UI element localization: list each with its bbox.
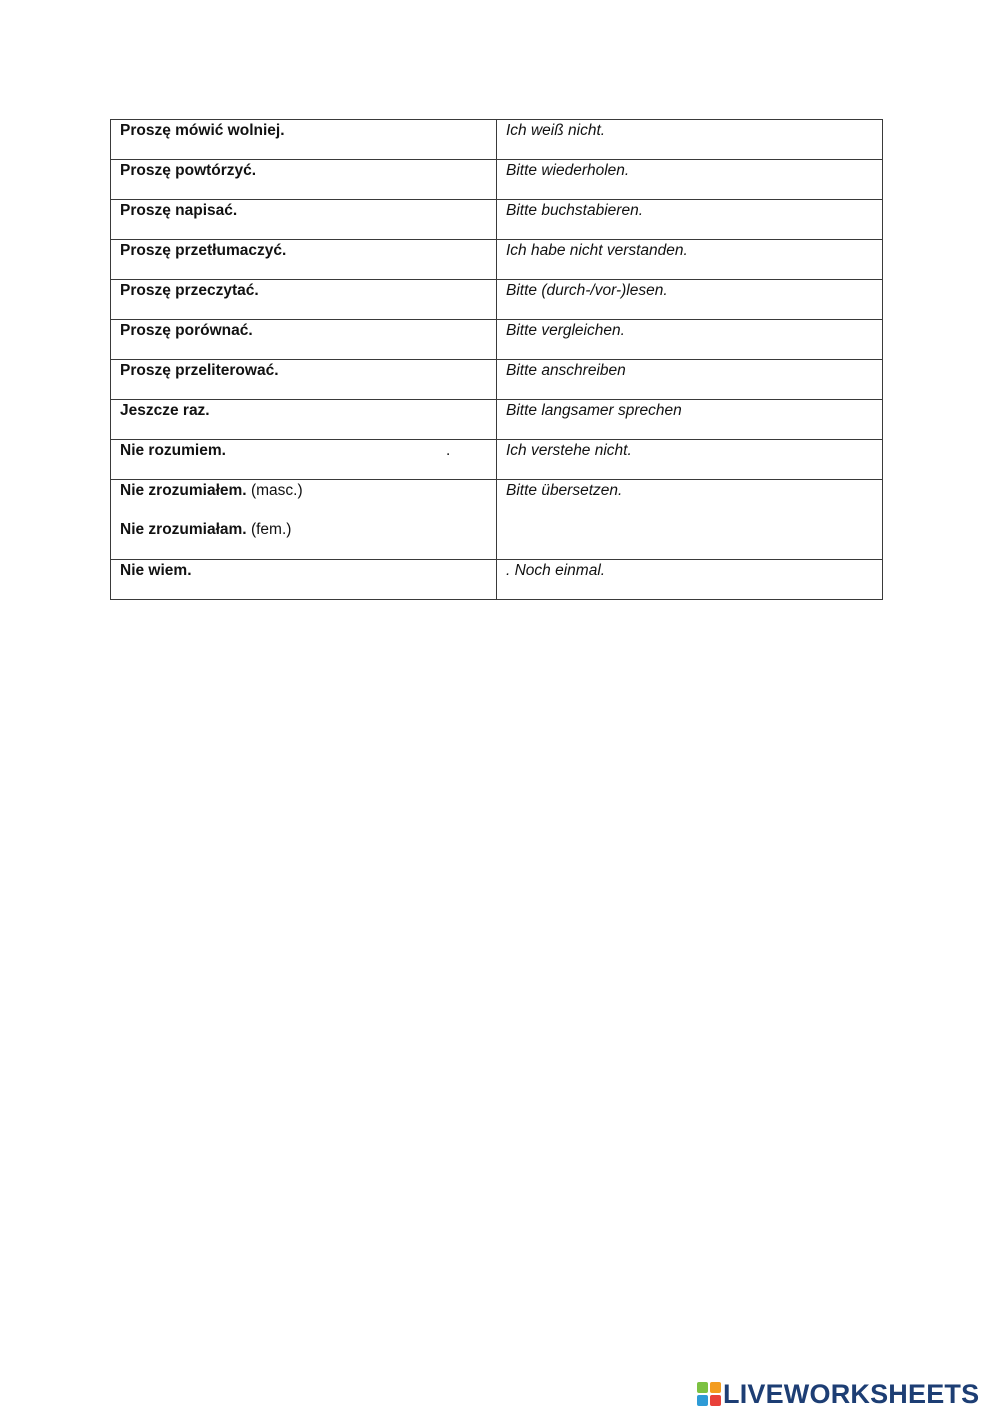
german-cell	[497, 120, 883, 160]
german-cell	[497, 280, 883, 320]
table-row	[111, 480, 883, 560]
german-phrase: Bitte langsamer sprechen	[506, 402, 682, 419]
german-phrase: Bitte übersetzen.	[506, 482, 623, 499]
polish-phrase: Nie wiem.	[120, 562, 192, 579]
stray-dot: .	[446, 442, 451, 459]
table-row	[111, 400, 883, 440]
table-row	[111, 440, 883, 480]
german-phrase: Ich weiß nicht.	[506, 122, 606, 139]
polish-cell	[111, 480, 497, 560]
german-phrase: Bitte wiederholen.	[506, 162, 630, 179]
german-cell	[497, 560, 883, 600]
polish-cell	[111, 200, 497, 240]
table-row	[111, 280, 883, 320]
table-row	[111, 200, 883, 240]
polish-cell	[111, 280, 497, 320]
table-row	[111, 320, 883, 360]
german-cell	[497, 480, 883, 560]
polish-phrase: Proszę porównać.	[120, 322, 253, 339]
polish-cell	[111, 440, 497, 480]
german-phrase: Bitte buchstabieren.	[506, 202, 644, 219]
brand-name: LIVEWORKSHEETS	[723, 1379, 980, 1409]
polish-phrase: Proszę napisać.	[120, 202, 238, 219]
polish-cell	[111, 560, 497, 600]
table-row	[111, 120, 883, 160]
german-cell	[497, 160, 883, 200]
german-phrase: . Noch einmal.	[506, 562, 606, 579]
phrases-table	[110, 119, 883, 600]
polish-cell	[111, 360, 497, 400]
german-phrase: Bitte anschreiben	[506, 362, 626, 379]
gender-note: (masc.)	[250, 482, 303, 499]
liveworksheets-logo[interactable]	[697, 1378, 979, 1410]
german-phrase: Bitte vergleichen.	[506, 322, 625, 339]
polish-phrase: Proszę przeliterować.	[120, 362, 279, 379]
polish-phrase: Proszę powtórzyć.	[120, 162, 257, 179]
gender-note: (fem.)	[250, 521, 292, 538]
table-row	[111, 160, 883, 200]
polish-cell	[111, 160, 497, 200]
table-row	[111, 560, 883, 600]
polish-phrase: Jeszcze raz.	[120, 402, 210, 419]
german-cell	[497, 320, 883, 360]
polish-phrase: Nie rozumiem.	[120, 442, 226, 459]
table-row	[111, 360, 883, 400]
german-phrase: Ich verstehe nicht.	[506, 442, 632, 459]
polish-phrase-alt: Nie zrozumiałam.	[120, 521, 247, 538]
german-cell	[497, 200, 883, 240]
polish-cell	[111, 320, 497, 360]
german-cell	[497, 440, 883, 480]
polish-phrase: Nie zrozumiałem.	[120, 482, 247, 499]
german-cell	[497, 400, 883, 440]
polish-phrase: Proszę przetłumaczyć.	[120, 242, 287, 259]
polish-phrase: Proszę mówić wolniej.	[120, 122, 285, 139]
polish-phrase: Proszę przeczytać.	[120, 282, 259, 299]
table-row	[111, 240, 883, 280]
german-phrase: Ich habe nicht verstanden.	[506, 242, 688, 259]
german-phrase: Bitte (durch-/vor-)lesen.	[506, 282, 668, 299]
german-cell	[497, 360, 883, 400]
german-cell	[497, 240, 883, 280]
polish-cell	[111, 240, 497, 280]
liveworksheets-logo-icon	[697, 1382, 721, 1406]
polish-cell	[111, 400, 497, 440]
polish-cell	[111, 120, 497, 160]
